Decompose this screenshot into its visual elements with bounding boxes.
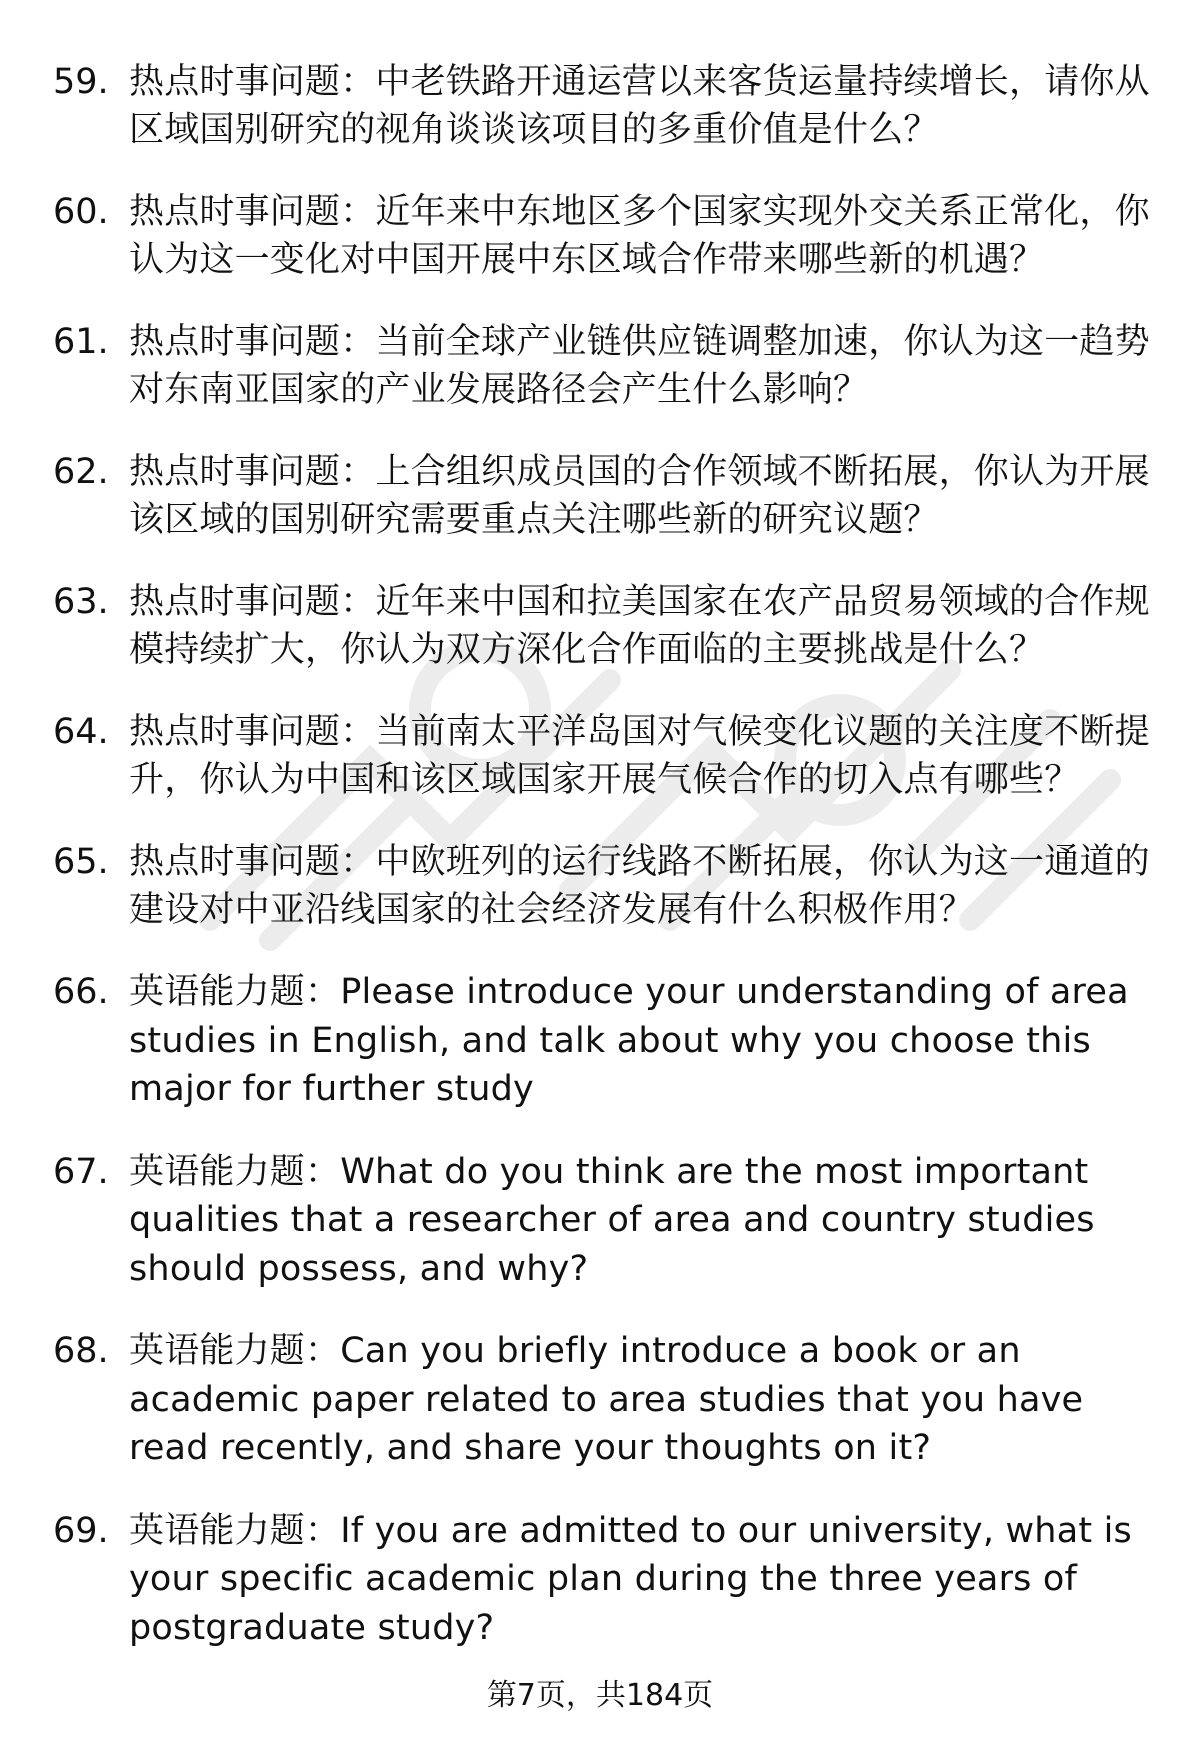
question-item-60 <box>53 188 1163 284</box>
question-text: 热点时事问题：上合组织成员国的合作领域不断拓展，你认为开展该区域的国别研究需要重点关注哪些新的研究议题？ <box>129 452 1150 540</box>
question-text: 热点时事问题：当前南太平洋岛国对气候变化议题的关注度不断提升，你认为中国和该区域国家开展气候合作的切入点有哪些？ <box>129 712 1150 800</box>
question-text: 英语能力题：If you are admitted to our university, what is your specific academic plan during the three years of postgraduate study? <box>129 1510 1132 1648</box>
question-text: 英语能力题：Can you briefly introduce a book or an academic paper related to area studies that you have read recently, and share your thoughts on it? <box>129 1331 1084 1468</box>
question-text: 热点时事问题：近年来中东地区多个国家实现外交关系正常化，你认为这一变化对中国开展中东区域合作带来哪些新的机遇？ <box>129 192 1150 280</box>
question-item-66 <box>53 968 1163 1114</box>
question-text: 热点时事问题：中老铁路开通运营以来客货运量持续增长，请你从区域国别研究的视角谈谈该项目的多重价值是什么？ <box>129 62 1150 150</box>
question-number: 68. <box>53 1331 109 1371</box>
question-item-69 <box>53 1507 1163 1653</box>
question-text: 热点时事问题：中欧班列的运行线路不断拓展，你认为这一通道的建设对中亚沿线国家的社会经济发展有什么积极作用？ <box>129 842 1150 930</box>
question-number: 67. <box>53 1151 109 1192</box>
question-text: 英语能力题：What do you think are the most important qualities that a researcher of area and country studies should possess, and why? <box>129 1151 1095 1289</box>
question-number: 64. <box>53 712 109 752</box>
question-number: 61. <box>53 322 109 362</box>
question-item-62 <box>53 448 1163 544</box>
question-item-68 <box>53 1327 1163 1473</box>
question-number: 66. <box>53 972 109 1012</box>
question-text: 热点时事问题：近年来中国和拉美国家在农产品贸易领域的合作规模持续扩大，你认为双方深化合作面临的主要挑战是什么？ <box>129 582 1150 670</box>
question-number: 60. <box>53 192 109 232</box>
question-number: 59. <box>53 62 109 102</box>
question-item-65 <box>53 838 1163 934</box>
page-footer: 第7页，共184页 <box>486 1678 714 1713</box>
question-number: 65. <box>53 842 109 882</box>
question-item-67 <box>53 1148 1163 1294</box>
question-item-61 <box>53 318 1163 414</box>
question-item-59 <box>53 58 1163 154</box>
question-list <box>53 58 1163 1686</box>
question-item-64 <box>53 708 1163 804</box>
question-number: 63. <box>53 582 109 622</box>
question-number: 62. <box>53 452 109 492</box>
question-item-63 <box>53 578 1163 674</box>
question-text: 英语能力题：Please introduce your understanding of area studies in English, and talk about why you choose this major for further study <box>129 972 1129 1109</box>
question-text: 热点时事问题：当前全球产业链供应链调整加速，你认为这一趋势对东南亚国家的产业发展路径会产生什么影响？ <box>129 322 1150 410</box>
question-number: 69. <box>53 1510 109 1551</box>
